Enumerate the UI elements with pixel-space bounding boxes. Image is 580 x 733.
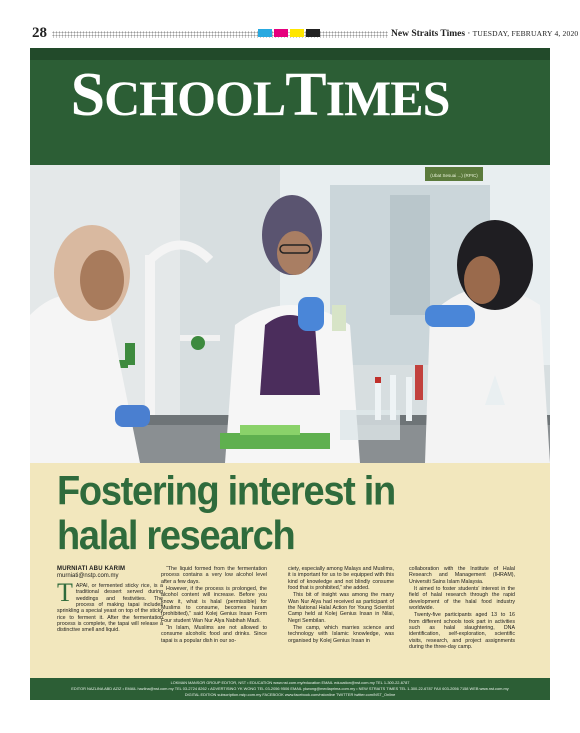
paper-name: New Straits Times [391,29,466,39]
paragraph: ciety, especially among Malays and Muslims, it is important for us to be equipped with this kind of knowledge and not blindly consume food that is prohibited,” she added. [288,566,394,592]
page-footer [30,678,550,700]
page-header [0,0,580,46]
article-column-1 [57,566,163,635]
article-column-3 [288,566,394,645]
paragraph: APAI, or fermented sticky rice, is a traditional dessert served during weddings and festivities. The process of making tapai includes sprinkling a special yeast on top of the sticky rice to ferment it. After the fermentation process is complete, the tapai will release a distinctive smell and liquid. [57,583,163,634]
article-column-2 [161,566,267,645]
drop-cap: T [57,578,73,607]
registration-mark-cyan [258,29,272,37]
paragraph: collaboration with the Institute of Halal Research and Management (IHRAM), Universiti Sains Islam Malaysia. [409,566,515,585]
paragraph: However, if the process is prolonged, the alcohol content will increase. Before you know it, what is halal (permissible) for Muslims to consume, becomes haram (prohibited),” said Kolej Genius Insan Form Four student Wan Nur Alya Nabihah Mazli. [161,586,267,624]
article-headline [57,470,457,559]
headline-line-2: halal research [57,513,295,559]
article-column-4 [409,566,515,651]
section-title-initial: S [70,61,105,129]
dotted-rule [52,31,388,38]
masthead-line: New Straits Times · TUESDAY, FEBRUARY 4, 2020 [391,28,579,39]
paragraph: It aimed to foster students’ interest in the field of halal research through the rapid development of the halal food industry worldwide. [409,586,515,612]
section-title-word2: IMES [325,70,450,126]
footer-line-2: EDITOR NAZLINA ABD AZIZ • EMAIL hazlina@nst.com.my TEL 03-2724 8262 • ADVERTISING YK WONG TEL 03-2056 9506 EMAIL ykwong@mediaprima.com.my • NEW STRAITS TIMES TEL 1-300-22-6787 FAX 603-2056 7158 WEB www.nst.com.my [71,686,509,691]
registration-mark-yellow [290,29,304,37]
section-title-initial2: T [285,61,326,129]
headline-line-1: Fostering interest in [57,468,395,515]
lab-scene-illustration [30,165,550,463]
issue-date: TUESDAY, FEBRUARY 4, 2020 [472,29,579,38]
paragraph: This bit of insight was among the many Wan Nur Alya had received as participant of the National Halal Action for Young Scientist Camp held at Kolej Genius Insan in Nilai, Negri Sembilan. [288,592,394,624]
paragraph: Twenty-five participants aged 13 to 16 from different schools took part in activities such as halal slaughtering, DNA identification, self-exploration, scientific visits, research, and project assignments during the three-day camp. [409,612,515,651]
byline [57,566,163,580]
article-body [57,566,547,676]
footer-line-3: DIGITAL EDITION subscription.nstp.com.my FACEBOOK www.facebook.com/nstonline TWITTER twitter.com/NST_Online [184,692,396,697]
registration-mark-black [306,29,320,37]
paragraph: “The liquid formed from the fermentation process contains a very low alcohol level after a few days. [161,566,267,585]
band-top-strip [30,48,550,60]
registration-mark-magenta [274,29,288,37]
byline-name: MURNIATI ABU KARIM [57,566,126,572]
section-title-word1: CHOOL [104,70,286,126]
paragraph: The camp, which marries science and technology with Islamic knowledge, was organised by Kolej Genius Insan in [288,625,394,644]
footer-line-1: LOKMAN MANSOR GROUP EDITOR, NST • EDUCATION www.nst.com.my/education EMAIL education@nst.com.my TEL 1-300-22-6787 [170,680,410,685]
lab-sign: (Ubat Sesuai ...) (RPIC) [430,173,478,178]
section-title [0,61,520,129]
paragraph: “In Islam, Muslims are not allowed to consume alcoholic food and drinks. Since tapai is a popular dish in our so- [161,625,267,644]
article-photo [30,165,550,463]
byline-email[interactable]: murniati@nstp.com.my [57,573,119,579]
page-number: 28 [32,25,47,41]
